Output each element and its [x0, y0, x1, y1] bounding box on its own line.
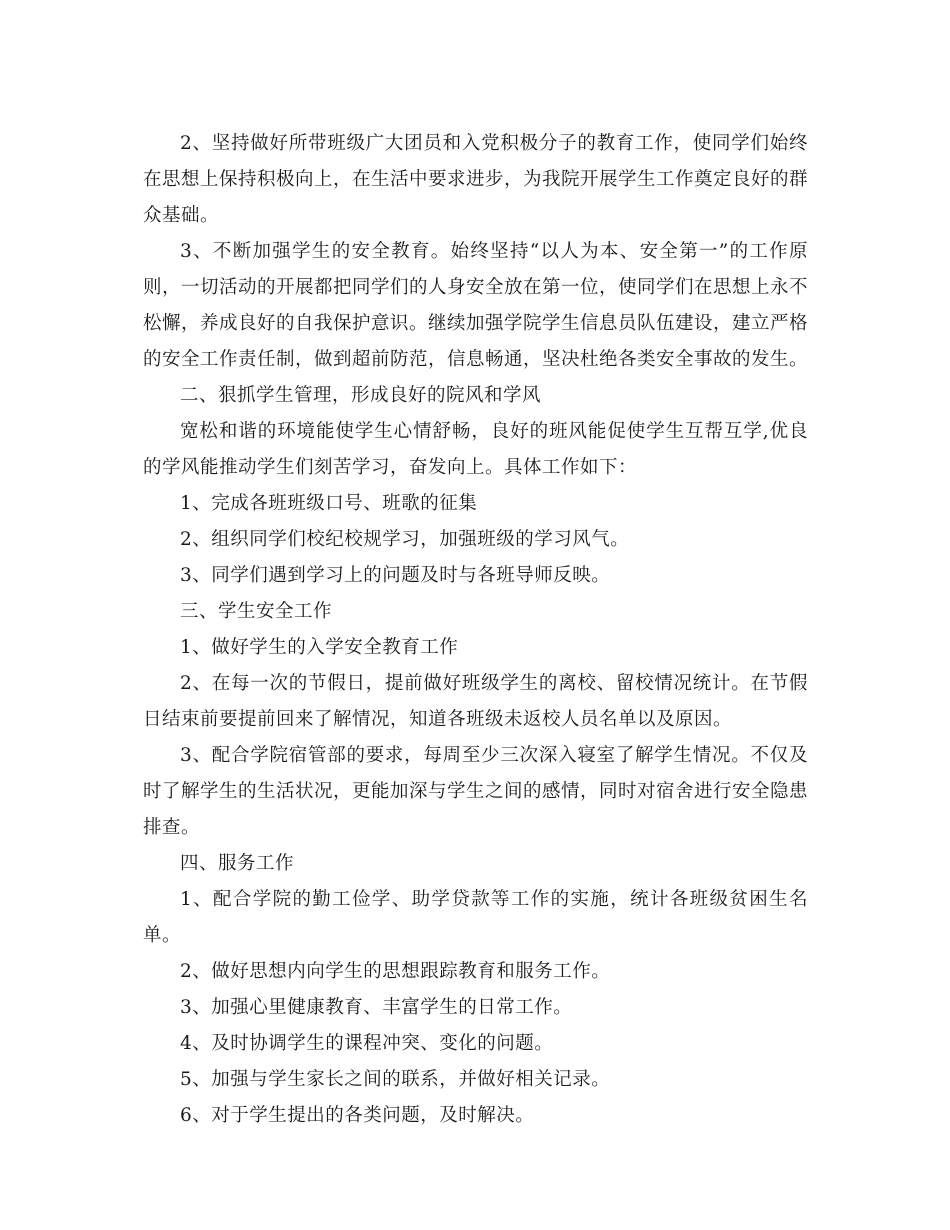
paragraph-environment-intro: 宽松和谐的环境能使学生心情舒畅，良好的班风能促使学生互帮互学,优良的学风能推动学生们刻苦学习，奋发向上。具体工作如下：: [143, 421, 808, 478]
list-item-class-slogan: 1、完成各班班级口号、班歌的征集: [180, 493, 478, 514]
document-body: [143, 126, 808, 1134]
heading-student-safety: 三、学生安全工作: [180, 601, 333, 622]
list-item-holiday-statistics: 2、在每一次的节假日，提前做好班级学生的离校、留校情况统计。在节假日结束前要提前回来了解情况，知道各班级未返校人员名单以及原因。: [143, 673, 808, 730]
paragraph-party-member-education: 2、坚持做好所带班级广大团员和入党积极分子的教育工作，使同学们始终在思想上保持积极向上，在生活中要求进步，为我院开展学生工作奠定良好的群众基础。: [143, 133, 809, 226]
list-item-mental-health: 3、加强心里健康教育、丰富学生的日常工作。: [180, 997, 573, 1018]
heading-student-management: 二、狠抓学生管理，形成良好的院风和学风: [180, 385, 542, 406]
list-item-entrance-safety: 1、做好学生的入学安全教育工作: [180, 637, 459, 658]
list-item-introvert-students: 2、做好思想内向学生的思想跟踪教育和服务工作。: [180, 961, 611, 982]
paragraph-safety-education: 3、不断加强学生的安全教育。始终坚持“以人为本、安全第一”的工作原则，一切活动的开展都把同学们的人身安全放在第一位，使同学们在思想上永不松懈，养成良好的自我保护意识。继续加强学院学生信息员队伍建设，建立严格的安全工作责任制，做到超前防范，信息畅通，坚决杜绝各类安全事故的发生。: [143, 241, 809, 370]
list-item-solve-problems: 6、对于学生提出的各类问题，及时解决。: [180, 1105, 535, 1126]
list-item-work-study: 1、配合学院的勤工俭学、助学贷款等工作的实施，统计各班级贫困生名单。: [143, 889, 808, 946]
heading-service-work: 四、服务工作: [180, 853, 295, 874]
list-item-course-conflicts: 4、及时协调学生的课程冲突、变化的问题。: [180, 1033, 554, 1054]
list-item-dormitory-visits: 3、配合学院宿管部的要求，每周至少三次深入寝室了解学生情况。不仅及时了解学生的生活状况，更能加深与学生之间的感情，同时对宿舍进行安全隐患排查。: [143, 745, 809, 838]
list-item-report-problems: 3、同学们遇到学习上的问题及时与各班导师反映。: [180, 565, 611, 586]
list-item-parent-contact: 5、加强与学生家长之间的联系，并做好相关记录。: [180, 1069, 611, 1090]
list-item-rules-study: 2、组织同学们校纪校规学习，加强班级的学习风气。: [180, 529, 630, 550]
